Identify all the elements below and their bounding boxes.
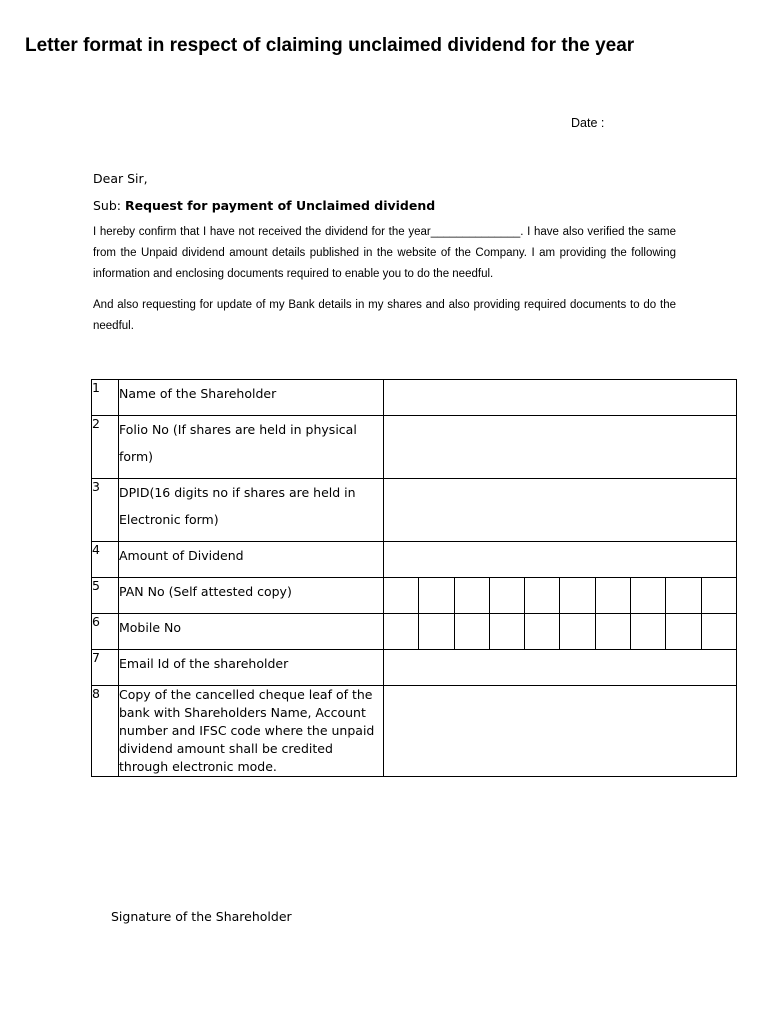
date-label: Date : [571, 116, 605, 130]
subject-text: Request for payment of Unclaimed dividend [124, 198, 436, 213]
row-label: Copy of the cancelled cheque leaf of the bank with Shareholders Name, Account number and IFSC code where the unpaid dividend amount shall be credited through electronic mode. [119, 686, 384, 777]
email-field[interactable] [384, 650, 737, 686]
body-paragraph-2: And also requesting for update of my Bank details in my shares and also providing required documents to do the needful. [93, 299, 676, 332]
row-label: Name of the Shareholder [119, 380, 384, 416]
subject-line [93, 198, 435, 213]
row-number: 1 [92, 380, 119, 416]
row-number: 7 [92, 650, 119, 686]
table-row [92, 542, 737, 578]
table-row [92, 650, 737, 686]
dpid-field[interactable] [384, 479, 737, 542]
page-title: Letter format in respect of claiming unclaimed dividend for the year [25, 35, 635, 56]
row-number: 3 [92, 479, 119, 542]
table-row [92, 686, 737, 777]
row-label: Amount of Dividend [119, 542, 384, 578]
row-number: 2 [92, 416, 119, 479]
body-paragraph-1: I hereby confirm that I have not received the dividend for the year______________. I have also verified the same from the Unpaid dividend amount details published in the website of the Company. I am providing the following information and enclosing documents required to enable you to do the needful. [93, 226, 676, 280]
dividend-amount-field[interactable] [384, 542, 737, 578]
shareholder-details-table [91, 379, 737, 777]
subject-prefix: Sub: [93, 198, 125, 213]
row-label: Mobile No [119, 614, 384, 650]
row-number: 5 [92, 578, 119, 614]
cancelled-cheque-field[interactable] [384, 686, 737, 777]
mobile-no-boxes[interactable] [384, 614, 737, 650]
table-row [92, 578, 737, 614]
folio-no-field[interactable] [384, 416, 737, 479]
row-label: Folio No (If shares are held in physical form) [119, 416, 384, 479]
table-row [92, 380, 737, 416]
greeting: Dear Sir, [93, 171, 148, 186]
row-label: Email Id of the shareholder [119, 650, 384, 686]
signature-label: Signature of the Shareholder [111, 909, 292, 924]
row-number: 4 [92, 542, 119, 578]
shareholder-name-field[interactable] [384, 380, 737, 416]
row-label: DPID(16 digits no if shares are held in Electronic form) [119, 479, 384, 542]
table-row [92, 614, 737, 650]
table-row [92, 416, 737, 479]
row-number: 8 [92, 686, 119, 777]
pan-no-boxes[interactable] [384, 578, 737, 614]
table-row [92, 479, 737, 542]
row-number: 6 [92, 614, 119, 650]
row-label: PAN No (Self attested copy) [119, 578, 384, 614]
